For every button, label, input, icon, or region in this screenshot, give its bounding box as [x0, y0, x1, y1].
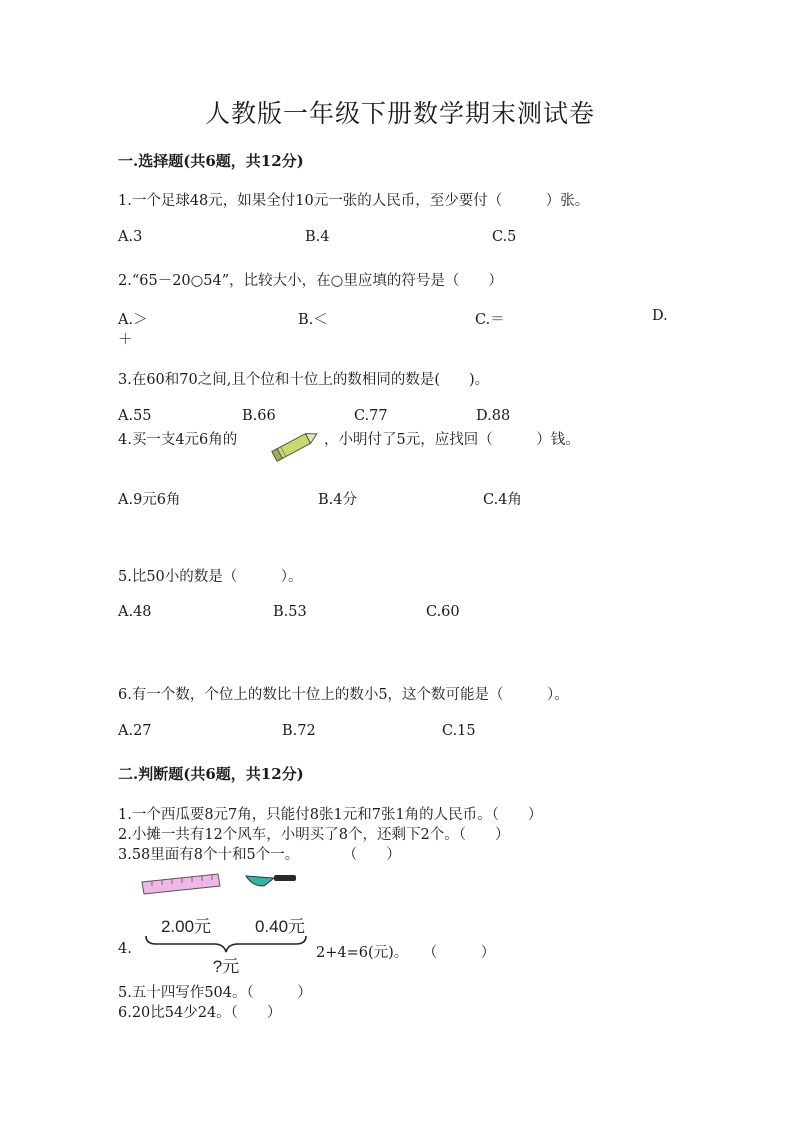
crayon-icon [266, 426, 324, 466]
ruler-price-label: 2.00元 [160, 917, 212, 936]
judge-question-5: 5.五十四写作504。（ ） [118, 985, 312, 1001]
q1-2-option-b: B.＜ [298, 312, 328, 328]
q1-6-option-b: B.72 [282, 723, 316, 739]
q1-6-option-a: A.27 [118, 723, 152, 739]
q1-3-option-d: D.88 [476, 408, 511, 424]
question-1-6: 6.有一个数，个位上的数比十位上的数小5，这个数可能是（ ）。 [118, 687, 569, 703]
price-diagram [134, 866, 314, 978]
q1-3-option-c: C.77 [354, 408, 388, 424]
question-1-4-part2: ，小明付了5元，应找回（ ）钱。 [324, 432, 580, 448]
page-title: 人教版一年级下册数学期末测试卷 [204, 99, 595, 128]
judge-question-3: 3.58里面有8个十和5个一。 （ ） [118, 847, 401, 863]
question-1-4-part1: 4.买一支4元6角的 [118, 432, 238, 448]
section-1-heading: 一.选择题(共6题，共12分) [118, 152, 304, 170]
question-1-1: 1.一个足球48元，如果全付10元一张的人民币，至少要付（ ）张。 [118, 193, 590, 209]
question-1-2: 2.“65－20○54”，比较大小，在○里应填的符号是（ ） [118, 273, 503, 289]
q1-2-option-a: A.＞ [118, 312, 148, 328]
knife-icon [246, 875, 296, 886]
q1-1-option-c: C.5 [492, 229, 517, 245]
q1-1-option-b: B.4 [305, 229, 330, 245]
judge-question-4-number: 4. [118, 941, 132, 957]
q1-4-option-c: C.4角 [483, 492, 522, 508]
q1-5-option-b: B.53 [273, 604, 307, 620]
question-1-5: 5.比50小的数是（ ）。 [118, 569, 303, 585]
judge-question-2: 2.小摊一共有12个风车，小明买了8个，还剩下2个。（ ） [118, 827, 510, 843]
judge-question-6: 6.20比54少24。（ ） [118, 1005, 282, 1021]
question-1-3: 3.在60和70之间,且个位和十位上的数相同的数是( )。 [118, 372, 490, 388]
ruler-icon [142, 874, 220, 894]
q1-2-option-d: D. [652, 308, 668, 324]
knife-price-label: 0.40元 [254, 917, 306, 936]
q1-1-option-a: A.3 [118, 229, 143, 245]
q1-6-option-c: C.15 [442, 723, 476, 739]
q1-5-option-c: C.60 [426, 604, 460, 620]
q1-3-option-b: B.66 [242, 408, 276, 424]
judge-question-1: 1.一个西瓜要8元7角，只能付8张1元和7张1角的人民币。（ ） [118, 807, 543, 823]
total-price-label: ?元 [212, 957, 240, 976]
q1-4-option-a: A.9元6角 [118, 492, 181, 508]
q1-3-option-a: A.55 [118, 408, 152, 424]
judge-question-4-text: 2+4=6(元)。 （ ） [316, 945, 496, 961]
q1-2-option-c: C.＝ [475, 312, 505, 328]
q1-4-option-b: B.4分 [318, 492, 357, 508]
section-2-heading: 二.判断题(共6题，共12分) [118, 765, 304, 783]
q1-2-option-d-symbol: ＋ [118, 332, 133, 348]
q1-5-option-a: A.48 [118, 604, 152, 620]
